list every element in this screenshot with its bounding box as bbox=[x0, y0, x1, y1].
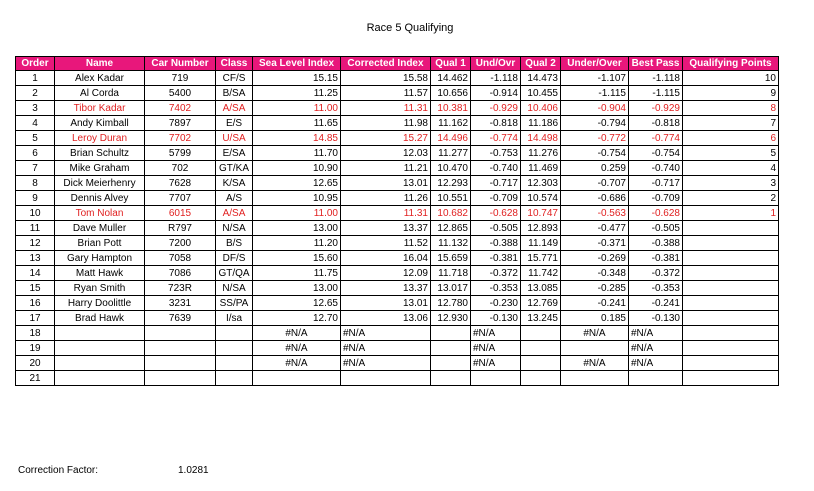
class-cell: N/SA bbox=[216, 281, 253, 296]
under-over-cell: -0.348 bbox=[561, 266, 629, 281]
class-cell: GT/KA bbox=[216, 161, 253, 176]
car-number-cell: R797 bbox=[145, 221, 216, 236]
qual-1-cell bbox=[431, 356, 471, 371]
qual-2-cell: 10.406 bbox=[521, 101, 561, 116]
order-cell: 9 bbox=[16, 191, 55, 206]
sea-level-index-cell: 10.95 bbox=[253, 191, 341, 206]
under-over-cell: -0.686 bbox=[561, 191, 629, 206]
col-header-order: Order bbox=[16, 57, 55, 71]
class-cell bbox=[216, 341, 253, 356]
car-number-cell: 7639 bbox=[145, 311, 216, 326]
col-header-best-pass: Best Pass bbox=[629, 57, 683, 71]
und-ovr-cell: -0.717 bbox=[471, 176, 521, 191]
sea-level-index-cell: #N/A bbox=[253, 356, 341, 371]
table-row bbox=[16, 161, 779, 176]
und-ovr-cell: #N/A bbox=[471, 326, 521, 341]
col-header-corrected-index: Corrected Index bbox=[341, 57, 431, 71]
sea-level-index-cell: 13.00 bbox=[253, 221, 341, 236]
order-cell: 1 bbox=[16, 71, 55, 86]
col-header-qual-1: Qual 1 bbox=[431, 57, 471, 71]
correction-factor-label: Correction Factor: bbox=[18, 465, 99, 476]
sea-level-index-cell: 12.70 bbox=[253, 311, 341, 326]
corrected-index-cell: 11.52 bbox=[341, 236, 431, 251]
qualifying-points-cell: 6 bbox=[683, 131, 779, 146]
qual-2-cell: 11.742 bbox=[521, 266, 561, 281]
order-cell: 2 bbox=[16, 86, 55, 101]
qual-1-cell: 12.780 bbox=[431, 296, 471, 311]
sea-level-index-cell: 13.00 bbox=[253, 281, 341, 296]
qual-2-cell: 11.469 bbox=[521, 161, 561, 176]
qual-2-cell bbox=[521, 326, 561, 341]
car-number-cell: 7702 bbox=[145, 131, 216, 146]
table-row bbox=[16, 251, 779, 266]
qual-2-cell: 14.473 bbox=[521, 71, 561, 86]
best-pass-cell: -0.505 bbox=[629, 221, 683, 236]
qualifying-points-cell bbox=[683, 221, 779, 236]
order-cell: 3 bbox=[16, 101, 55, 116]
sea-level-index-cell: 12.65 bbox=[253, 296, 341, 311]
best-pass-cell: -1.115 bbox=[629, 86, 683, 101]
col-header-qual-2: Qual 2 bbox=[521, 57, 561, 71]
corrected-index-cell: #N/A bbox=[341, 341, 431, 356]
sea-level-index-cell: 12.65 bbox=[253, 176, 341, 191]
car-number-cell: 7402 bbox=[145, 101, 216, 116]
table-row bbox=[16, 101, 779, 116]
order-cell: 17 bbox=[16, 311, 55, 326]
qualifying-points-cell bbox=[683, 326, 779, 341]
qual-2-cell: 12.893 bbox=[521, 221, 561, 236]
best-pass-cell: -0.717 bbox=[629, 176, 683, 191]
corrected-index-cell: #N/A bbox=[341, 356, 431, 371]
sea-level-index-cell: 11.20 bbox=[253, 236, 341, 251]
col-header-name: Name bbox=[55, 57, 145, 71]
name-cell: Gary Hampton bbox=[55, 251, 145, 266]
best-pass-cell: -0.929 bbox=[629, 101, 683, 116]
table-row bbox=[16, 86, 779, 101]
under-over-cell: -0.754 bbox=[561, 146, 629, 161]
table-row bbox=[16, 71, 779, 86]
qual-1-cell: 11.277 bbox=[431, 146, 471, 161]
qualifying-points-cell bbox=[683, 356, 779, 371]
under-over-cell bbox=[561, 371, 629, 386]
qualifying-points-cell: 7 bbox=[683, 116, 779, 131]
und-ovr-cell: #N/A bbox=[471, 341, 521, 356]
header-row bbox=[16, 57, 779, 71]
class-cell: U/SA bbox=[216, 131, 253, 146]
und-ovr-cell: -0.372 bbox=[471, 266, 521, 281]
und-ovr-cell: -0.818 bbox=[471, 116, 521, 131]
order-cell: 14 bbox=[16, 266, 55, 281]
car-number-cell bbox=[145, 356, 216, 371]
qual-2-cell bbox=[521, 356, 561, 371]
name-cell: Dave Muller bbox=[55, 221, 145, 236]
table-row bbox=[16, 311, 779, 326]
table-row bbox=[16, 191, 779, 206]
order-cell: 16 bbox=[16, 296, 55, 311]
best-pass-cell: -0.130 bbox=[629, 311, 683, 326]
qualifying-points-cell bbox=[683, 251, 779, 266]
corrected-index-cell: 11.31 bbox=[341, 101, 431, 116]
qualifying-points-cell: 5 bbox=[683, 146, 779, 161]
corrected-index-cell bbox=[341, 371, 431, 386]
name-cell: Al Corda bbox=[55, 86, 145, 101]
under-over-cell: -0.794 bbox=[561, 116, 629, 131]
car-number-cell: 5400 bbox=[145, 86, 216, 101]
class-cell: A/SA bbox=[216, 101, 253, 116]
qual-1-cell: 13.017 bbox=[431, 281, 471, 296]
order-cell: 12 bbox=[16, 236, 55, 251]
best-pass-cell: -0.709 bbox=[629, 191, 683, 206]
name-cell: Alex Kadar bbox=[55, 71, 145, 86]
name-cell: Brad Hawk bbox=[55, 311, 145, 326]
und-ovr-cell: -0.740 bbox=[471, 161, 521, 176]
class-cell: CF/S bbox=[216, 71, 253, 86]
table-row bbox=[16, 221, 779, 236]
und-ovr-cell: -0.774 bbox=[471, 131, 521, 146]
col-header-car-number: Car Number bbox=[145, 57, 216, 71]
under-over-cell: -0.707 bbox=[561, 176, 629, 191]
table-row bbox=[16, 146, 779, 161]
table-row bbox=[16, 326, 779, 341]
name-cell: Tom Nolan bbox=[55, 206, 145, 221]
car-number-cell: 7086 bbox=[145, 266, 216, 281]
qual-2-cell: 11.186 bbox=[521, 116, 561, 131]
sheet-title: Race 5 Qualifying bbox=[366, 22, 454, 34]
qual-2-cell: 10.455 bbox=[521, 86, 561, 101]
best-pass-cell: #N/A bbox=[629, 356, 683, 371]
sea-level-index-cell: 11.00 bbox=[253, 101, 341, 116]
qual-2-cell: 12.769 bbox=[521, 296, 561, 311]
corrected-index-cell: #N/A bbox=[341, 326, 431, 341]
car-number-cell bbox=[145, 326, 216, 341]
col-header-qualifying-points: Qualifying Points bbox=[683, 57, 779, 71]
class-cell: N/SA bbox=[216, 221, 253, 236]
qual-2-cell: 13.085 bbox=[521, 281, 561, 296]
qual-2-cell bbox=[521, 341, 561, 356]
class-cell: B/S bbox=[216, 236, 253, 251]
qual-1-cell: 15.659 bbox=[431, 251, 471, 266]
name-cell: Brian Schultz bbox=[55, 146, 145, 161]
qual-2-cell: 10.747 bbox=[521, 206, 561, 221]
qualifying-points-cell bbox=[683, 371, 779, 386]
order-cell: 20 bbox=[16, 356, 55, 371]
order-cell: 6 bbox=[16, 146, 55, 161]
corrected-index-cell: 16.04 bbox=[341, 251, 431, 266]
car-number-cell: 3231 bbox=[145, 296, 216, 311]
qual-1-cell: 10.682 bbox=[431, 206, 471, 221]
order-cell: 15 bbox=[16, 281, 55, 296]
qual-1-cell: 11.718 bbox=[431, 266, 471, 281]
name-cell: Mike Graham bbox=[55, 161, 145, 176]
car-number-cell bbox=[145, 341, 216, 356]
under-over-cell: 0.185 bbox=[561, 311, 629, 326]
under-over-cell: -0.563 bbox=[561, 206, 629, 221]
corrected-index-cell: 12.03 bbox=[341, 146, 431, 161]
order-cell: 11 bbox=[16, 221, 55, 236]
qual-1-cell: 11.132 bbox=[431, 236, 471, 251]
qualifying-points-cell bbox=[683, 311, 779, 326]
order-cell: 5 bbox=[16, 131, 55, 146]
class-cell: SS/PA bbox=[216, 296, 253, 311]
under-over-cell: -1.115 bbox=[561, 86, 629, 101]
qualifying-points-cell: 1 bbox=[683, 206, 779, 221]
qualifying-points-cell: 9 bbox=[683, 86, 779, 101]
table-row bbox=[16, 296, 779, 311]
name-cell: Andy Kimball bbox=[55, 116, 145, 131]
best-pass-cell: -0.372 bbox=[629, 266, 683, 281]
best-pass-cell: -0.754 bbox=[629, 146, 683, 161]
best-pass-cell: -0.353 bbox=[629, 281, 683, 296]
corrected-index-cell: 11.26 bbox=[341, 191, 431, 206]
best-pass-cell: -0.774 bbox=[629, 131, 683, 146]
car-number-cell: 7707 bbox=[145, 191, 216, 206]
order-cell: 18 bbox=[16, 326, 55, 341]
name-cell: Dick Meierhenry bbox=[55, 176, 145, 191]
table-row bbox=[16, 116, 779, 131]
corrected-index-cell: 15.27 bbox=[341, 131, 431, 146]
sea-level-index-cell: 15.60 bbox=[253, 251, 341, 266]
qual-1-cell: 12.293 bbox=[431, 176, 471, 191]
corrected-index-cell: 13.37 bbox=[341, 281, 431, 296]
corrected-index-cell: 11.21 bbox=[341, 161, 431, 176]
qual-2-cell: 13.245 bbox=[521, 311, 561, 326]
qual-1-cell: 14.496 bbox=[431, 131, 471, 146]
qualifying-points-cell bbox=[683, 266, 779, 281]
under-over-cell: 0.259 bbox=[561, 161, 629, 176]
corrected-index-cell: 11.98 bbox=[341, 116, 431, 131]
correction-factor-value: 1.0281 bbox=[178, 465, 209, 476]
order-cell: 8 bbox=[16, 176, 55, 191]
corrected-index-cell: 15.58 bbox=[341, 71, 431, 86]
table-row bbox=[16, 236, 779, 251]
under-over-cell: -0.772 bbox=[561, 131, 629, 146]
und-ovr-cell: #N/A bbox=[471, 356, 521, 371]
car-number-cell: 702 bbox=[145, 161, 216, 176]
sea-level-index-cell: 15.15 bbox=[253, 71, 341, 86]
col-header-under-over: Under/Over bbox=[561, 57, 629, 71]
und-ovr-cell: -0.388 bbox=[471, 236, 521, 251]
class-cell bbox=[216, 371, 253, 386]
table-row bbox=[16, 176, 779, 191]
und-ovr-cell: -0.230 bbox=[471, 296, 521, 311]
name-cell bbox=[55, 356, 145, 371]
order-cell: 10 bbox=[16, 206, 55, 221]
under-over-cell: -0.269 bbox=[561, 251, 629, 266]
name-cell: Harry Doolittle bbox=[55, 296, 145, 311]
und-ovr-cell: -0.353 bbox=[471, 281, 521, 296]
class-cell bbox=[216, 356, 253, 371]
best-pass-cell: -0.241 bbox=[629, 296, 683, 311]
und-ovr-cell: -0.628 bbox=[471, 206, 521, 221]
order-cell: 4 bbox=[16, 116, 55, 131]
class-cell: A/S bbox=[216, 191, 253, 206]
und-ovr-cell: -0.505 bbox=[471, 221, 521, 236]
class-cell: E/S bbox=[216, 116, 253, 131]
sea-level-index-cell: #N/A bbox=[253, 341, 341, 356]
corrected-index-cell: 13.01 bbox=[341, 296, 431, 311]
name-cell bbox=[55, 341, 145, 356]
sea-level-index-cell: 14.85 bbox=[253, 131, 341, 146]
class-cell: A/SA bbox=[216, 206, 253, 221]
name-cell: Matt Hawk bbox=[55, 266, 145, 281]
order-cell: 7 bbox=[16, 161, 55, 176]
sea-level-index-cell: #N/A bbox=[253, 326, 341, 341]
table-row bbox=[16, 206, 779, 221]
col-header-sea-level-index: Sea Level Index bbox=[253, 57, 341, 71]
qualifying-points-cell bbox=[683, 281, 779, 296]
sea-level-index-cell: 10.90 bbox=[253, 161, 341, 176]
qual-1-cell: 10.551 bbox=[431, 191, 471, 206]
best-pass-cell: -0.381 bbox=[629, 251, 683, 266]
qual-1-cell: 12.930 bbox=[431, 311, 471, 326]
qual-2-cell: 12.303 bbox=[521, 176, 561, 191]
qualifying-points-cell: 3 bbox=[683, 176, 779, 191]
col-header-class: Class bbox=[216, 57, 253, 71]
corrected-index-cell: 11.57 bbox=[341, 86, 431, 101]
name-cell bbox=[55, 326, 145, 341]
under-over-cell: -0.371 bbox=[561, 236, 629, 251]
under-over-cell: -0.904 bbox=[561, 101, 629, 116]
best-pass-cell: -0.388 bbox=[629, 236, 683, 251]
qual-2-cell: 14.498 bbox=[521, 131, 561, 146]
qual-2-cell: 11.149 bbox=[521, 236, 561, 251]
corrected-index-cell: 13.37 bbox=[341, 221, 431, 236]
corrected-index-cell: 13.06 bbox=[341, 311, 431, 326]
und-ovr-cell: -0.130 bbox=[471, 311, 521, 326]
qual-2-cell: 10.574 bbox=[521, 191, 561, 206]
car-number-cell bbox=[145, 371, 216, 386]
und-ovr-cell bbox=[471, 371, 521, 386]
und-ovr-cell: -0.914 bbox=[471, 86, 521, 101]
name-cell bbox=[55, 371, 145, 386]
sea-level-index-cell bbox=[253, 371, 341, 386]
sea-level-index-cell: 11.75 bbox=[253, 266, 341, 281]
und-ovr-cell: -0.381 bbox=[471, 251, 521, 266]
qual-1-cell bbox=[431, 341, 471, 356]
corrected-index-cell: 13.01 bbox=[341, 176, 431, 191]
qualifying-points-cell bbox=[683, 341, 779, 356]
name-cell: Tibor Kadar bbox=[55, 101, 145, 116]
col-header-und-ovr: Und/Ovr bbox=[471, 57, 521, 71]
und-ovr-cell: -1.118 bbox=[471, 71, 521, 86]
under-over-cell: -0.241 bbox=[561, 296, 629, 311]
qualifying-points-cell: 10 bbox=[683, 71, 779, 86]
best-pass-cell: #N/A bbox=[629, 341, 683, 356]
qualifying-points-cell: 8 bbox=[683, 101, 779, 116]
order-cell: 21 bbox=[16, 371, 55, 386]
car-number-cell: 7897 bbox=[145, 116, 216, 131]
qualifying-points-cell: 4 bbox=[683, 161, 779, 176]
qual-1-cell bbox=[431, 371, 471, 386]
corrected-index-cell: 11.31 bbox=[341, 206, 431, 221]
under-over-cell: #N/A bbox=[561, 356, 629, 371]
under-over-cell: -1.107 bbox=[561, 71, 629, 86]
table-row bbox=[16, 341, 779, 356]
best-pass-cell: -0.818 bbox=[629, 116, 683, 131]
table-row bbox=[16, 266, 779, 281]
under-over-cell: -0.477 bbox=[561, 221, 629, 236]
und-ovr-cell: -0.709 bbox=[471, 191, 521, 206]
best-pass-cell: -0.740 bbox=[629, 161, 683, 176]
qual-2-cell bbox=[521, 371, 561, 386]
car-number-cell: 5799 bbox=[145, 146, 216, 161]
qual-1-cell: 10.381 bbox=[431, 101, 471, 116]
car-number-cell: 7058 bbox=[145, 251, 216, 266]
qual-1-cell: 14.462 bbox=[431, 71, 471, 86]
car-number-cell: 7628 bbox=[145, 176, 216, 191]
qualifying-points-cell: 2 bbox=[683, 191, 779, 206]
qual-1-cell bbox=[431, 326, 471, 341]
qual-1-cell: 10.470 bbox=[431, 161, 471, 176]
best-pass-cell: -0.628 bbox=[629, 206, 683, 221]
car-number-cell: 7200 bbox=[145, 236, 216, 251]
best-pass-cell bbox=[629, 371, 683, 386]
sea-level-index-cell: 11.65 bbox=[253, 116, 341, 131]
qualifying-points-cell bbox=[683, 296, 779, 311]
table-row bbox=[16, 356, 779, 371]
under-over-cell: -0.285 bbox=[561, 281, 629, 296]
class-cell bbox=[216, 326, 253, 341]
best-pass-cell: #N/A bbox=[629, 326, 683, 341]
corrected-index-cell: 12.09 bbox=[341, 266, 431, 281]
order-cell: 19 bbox=[16, 341, 55, 356]
name-cell: Brian Pott bbox=[55, 236, 145, 251]
under-over-cell bbox=[561, 341, 629, 356]
qual-2-cell: 11.276 bbox=[521, 146, 561, 161]
qual-1-cell: 10.656 bbox=[431, 86, 471, 101]
class-cell: K/SA bbox=[216, 176, 253, 191]
class-cell: I/sa bbox=[216, 311, 253, 326]
class-cell: B/SA bbox=[216, 86, 253, 101]
sea-level-index-cell: 11.70 bbox=[253, 146, 341, 161]
order-cell: 13 bbox=[16, 251, 55, 266]
qualifying-table bbox=[15, 56, 779, 386]
class-cell: GT/QA bbox=[216, 266, 253, 281]
car-number-cell: 719 bbox=[145, 71, 216, 86]
table-row bbox=[16, 131, 779, 146]
name-cell: Dennis Alvey bbox=[55, 191, 145, 206]
table-row bbox=[16, 281, 779, 296]
qualifying-points-cell bbox=[683, 236, 779, 251]
sea-level-index-cell: 11.25 bbox=[253, 86, 341, 101]
class-cell: DF/S bbox=[216, 251, 253, 266]
name-cell: Leroy Duran bbox=[55, 131, 145, 146]
car-number-cell: 6015 bbox=[145, 206, 216, 221]
under-over-cell: #N/A bbox=[561, 326, 629, 341]
best-pass-cell: -1.118 bbox=[629, 71, 683, 86]
class-cell: E/SA bbox=[216, 146, 253, 161]
qual-1-cell: 12.865 bbox=[431, 221, 471, 236]
car-number-cell: 723R bbox=[145, 281, 216, 296]
und-ovr-cell: -0.929 bbox=[471, 101, 521, 116]
sea-level-index-cell: 11.00 bbox=[253, 206, 341, 221]
table-row bbox=[16, 371, 779, 386]
und-ovr-cell: -0.753 bbox=[471, 146, 521, 161]
qual-2-cell: 15.771 bbox=[521, 251, 561, 266]
qual-1-cell: 11.162 bbox=[431, 116, 471, 131]
name-cell: Ryan Smith bbox=[55, 281, 145, 296]
